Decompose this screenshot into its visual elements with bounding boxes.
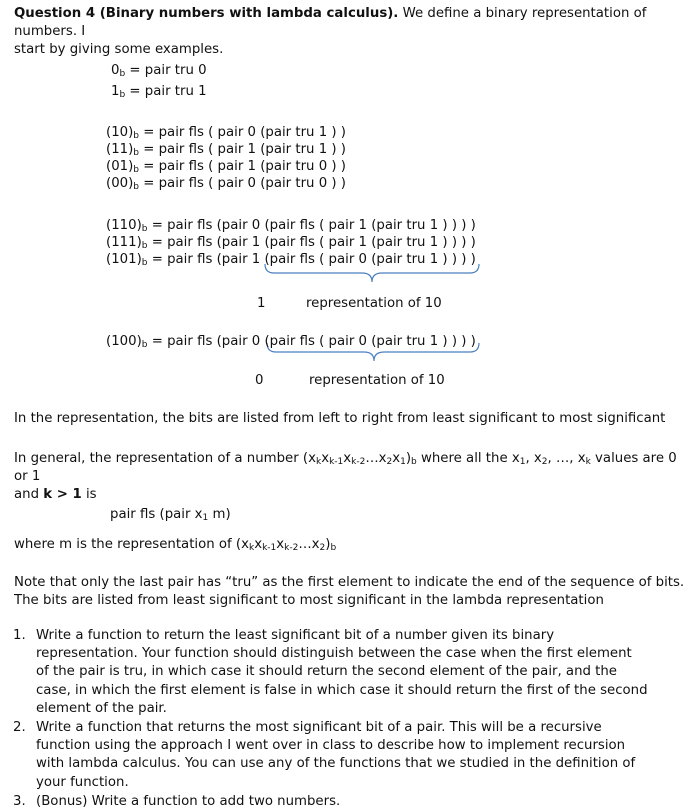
general-definition: In general, the representation of a number $(x_kx_{k-1}x_{k-2}\dots x_2x_1)_b$ where all the $x_1$, $x_2$, …, $x_k$ values are 0 or 1 and k > 1 is	[14, 451, 677, 502]
example-110b: $(110)_b$ = pair fls (pair 0 (pair fls ( pair 1 (pair tru 1 ) ) ) )	[106, 218, 476, 234]
example-100b: $(100)_b$ = pair fls (pair 0 (pair fls ( pair 0 (pair tru 1 ) ) ) )	[106, 334, 476, 350]
annotation-bit-1: 1	[257, 296, 266, 311]
example-101b: $(101)_b$ = pair fls (pair 1 (pair fls ( pair 0 (pair tru 1 ) ) ) )	[106, 252, 476, 268]
annotation-label-1: representation of 10	[306, 296, 442, 311]
task-list	[0, 627, 693, 812]
example-111b: $(111)_b$ = pair fls (pair 1 (pair fls ( pair 1 (pair tru 1 ) ) ) )	[106, 235, 476, 251]
underbrace-1	[265, 264, 479, 282]
note-text: Note that only the last pair has “tru” as the first element to indicate the end of the sequence of bits. The bits are listed from least significant to most significant in the lambda representation	[14, 575, 685, 608]
task-item: 1. Write a function to return the least significant bit of a number given its binary representation. Your function should distinguish between the case when the first element of the pair is tru, in which case it should return the second element of the pair, and the case, in which the first element is false in which case it should return the first of the second element of the pair.	[13, 628, 648, 716]
intro-text-1: We define a binary representation of numbers. I	[14, 6, 647, 39]
example-01b: $(01)_b$ = pair fls ( pair 1 (pair tru 0 ) )	[106, 159, 346, 175]
example-1b: $1_b$ = pair tru 1	[111, 84, 207, 100]
bits-order-text: In the representation, the bits are listed from left to right from least significant to most significant	[14, 411, 666, 426]
where-definition: where m is the representation of $(x_kx_{k-1}x_{k-2}\dots x_2)_b$	[14, 537, 337, 553]
example-11b: $(11)_b$ = pair fls ( pair 1 (pair tru 1 ) )	[106, 142, 346, 158]
example-10b: $(10)_b$ = pair fls ( pair 0 (pair tru 1 ) )	[106, 125, 346, 141]
task-item: 3. (Bonus) Write a function to add two numbers.	[13, 793, 341, 809]
annotation-bit-2: 0	[255, 373, 264, 388]
intro-text-2: start by giving some examples.	[14, 42, 224, 57]
general-formula: pair fls (pair $x_1$ m)	[110, 507, 231, 523]
example-0b: $0_b$ = pair tru 0	[111, 63, 207, 79]
example-00b: $(00)_b$ = pair fls ( pair 0 (pair tru 0 ) )	[106, 176, 346, 192]
annotation-label-2: representation of 10	[309, 373, 445, 388]
task-item: 2. Write a function that returns the most significant bit of a pair. This will be a recursive function using the approach I went over in class to describe how to implement recursion with lambda calculus. You can use any of the functions that we studied in the definition of your function.	[13, 720, 636, 790]
question-title: Question 4 (Binary numbers with lambda calculus).	[14, 6, 399, 21]
